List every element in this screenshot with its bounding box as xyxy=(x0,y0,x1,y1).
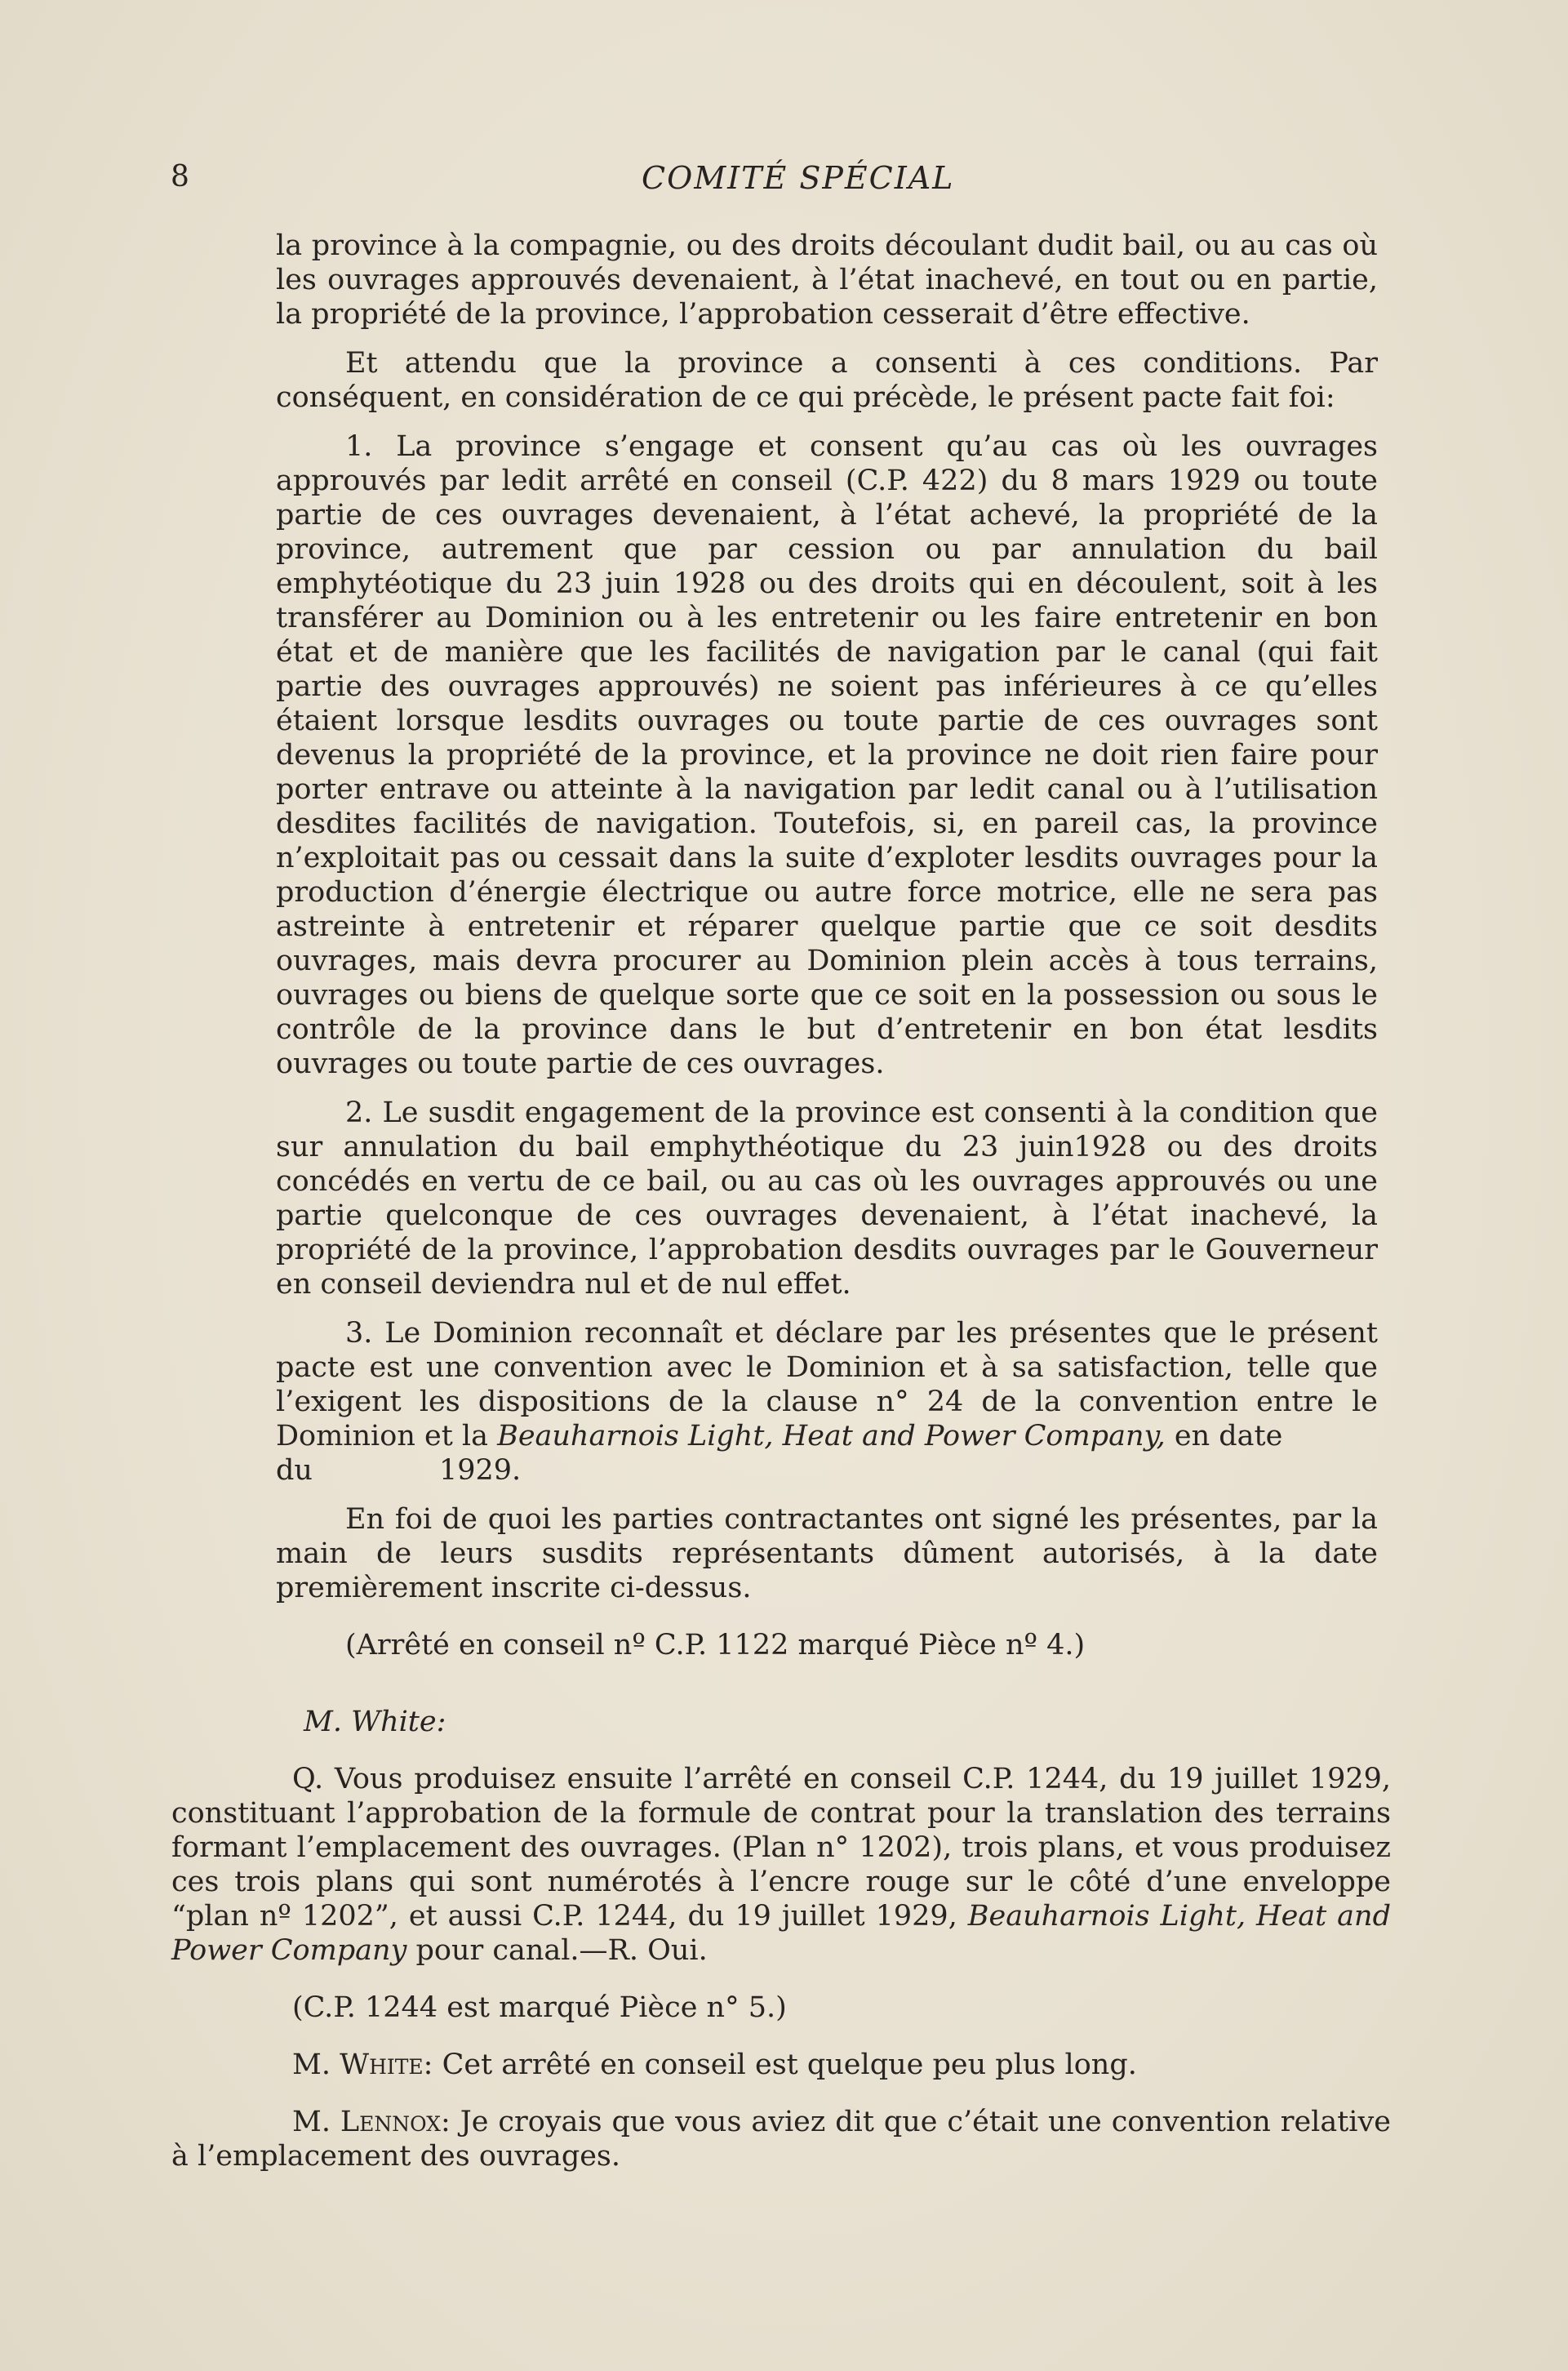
statement-white-text: : Cet arrêté en conseil est quelque peu plus long. xyxy=(423,2048,1137,2081)
clause-3-date-label: en date xyxy=(1165,1420,1283,1452)
running-head: COMITÉ SPÉCIAL xyxy=(642,160,955,196)
paragraph-clause-3 xyxy=(276,1316,1378,1453)
question-1 xyxy=(171,1762,1391,1968)
statement-lennox-text: : Je croyais que vous aviez dit que c’était une convention relative à l’emplacement des ouvrages. xyxy=(171,2106,1391,2173)
clause-3-year: 1929. xyxy=(438,1454,522,1487)
exhibit-note-4: (Arrêté en conseil nº C.P. 1122 marqué Pièce nº 4.) xyxy=(345,1629,1086,1661)
question-1-text: Q. Vous produisez ensuite l’arrêté en conseil C.P. 1244, du 19 juillet 1929, constituant l’approbation de la formule de contrat pour la translation des terrains formant l’emplacement des ouvrages. (Plan n° 1202), trois plans, et vous produisez ces trois plans qui sont numérotés à l’encre rouge sur le côté d’une enveloppe “plan nº 1202”, et aussi C.P. 1244, du 19 juillet 1929, xyxy=(171,1763,1391,1933)
paragraph-clause-2: 2. Le susdit engagement de la province est consenti à la condition que sur annulation du bail emphythéotique du 23 juin1928 ou des droits concédés en vertu de ce bail, ou au cas où les ouvrages approuvés ou une partie quelconque de ces ouvrages devenaient, à l’état inachevé, la propriété de la province, l’approbation desdits ouvrages par le Gouverneur en conseil deviendra nul et de nul effet. xyxy=(276,1097,1378,1301)
speaker-white: M. White: xyxy=(304,1706,446,1738)
page-number: 8 xyxy=(171,160,189,194)
paragraph-clause-1: 1. La province s’engage et consent qu’au cas où les ouvrages approuvés par ledit arrêté en conseil (C.P. 422) du 8 mars 1929 ou toute partie de ces ouvrages devenaient, à l’état achevé, la propriété de la province, autrement que par cession ou par annulation du bail emphytéotique du 23 juin 1928 ou des droits qui en découlent, soit à les transférer au Dominion ou à les entretenir ou les faire entretenir en bon état et de manière que les facilités de navigation par le canal (qui fait partie des ouvrages approuvés) ne soient pas inférieures à ce qu’elles étaient lorsque lesdits ouvrages ou toute partie de ces ouvrages sont devenus la propriété de la province, et la province ne doit rien faire pour porter entrave ou atteinte à la navigation par ledit canal ou à l’utilisation desdites facilités de navigation. Toutefois, si, en pareil cas, la province n’exploitait pas ou cessait dans la suite d’exploter lesdits ouvrages pour la production d’énergie électrique ou autre force motrice, elle ne sera pas astreinte à entretenir et réparer quelque partie que ce soit desdits ouvrages, mais devra procurer au Dominion plein accès à tous terrains, ouvrages ou biens de quelque sorte que ce soit en la possession ou sous le contrôle de la province dans le but d’entretenir en bon état lesdits ouvrages ou toute partie de ces ouvrages. xyxy=(276,430,1378,1080)
company-name-2: Beauharnois Light, Heat and Power Company xyxy=(171,1900,1391,1967)
document-body xyxy=(171,229,1391,2173)
paragraph-attendu: Et attendu que la province a consenti à ces conditions. Par conséquent, en considération de ce qui précède, le présent pacte fait foi: xyxy=(276,347,1378,414)
statement-lennox xyxy=(171,2105,1391,2173)
speaker-name-lennox: M. Lennox xyxy=(292,2106,441,2138)
company-name: Beauharnois Light, Heat and Power Company, xyxy=(497,1420,1166,1452)
paragraph-continued: la province à la compagnie, ou des droits découlant dudit bail, ou au cas où les ouvrages approuvés devenaient, à l’état inachevé, en tout ou en partie, la propriété de la province, l’approbation cesserait d’être effective. xyxy=(276,229,1378,331)
clause-3-du: du xyxy=(276,1454,313,1487)
page-header xyxy=(0,160,1568,209)
clause-3-date-line xyxy=(276,1453,1378,1488)
paragraph-en-foi: En foi de quoi les parties contractantes ont signé les présentes, par la main de leurs susdits représentants dûment autorisés, à la date premièrement inscrite ci-dessus. xyxy=(276,1503,1378,1604)
clause-3-text: 3. Le Dominion reconnaît et déclare par les présentes que le présent pacte est une convention avec le Dominion et à sa satisfaction, telle que l’exigent les dispositions de la clause n° 24 de la convention entre le Dominion et la xyxy=(276,1317,1378,1452)
statement-white xyxy=(171,2048,1391,2082)
exhibit-note-5: (C.P. 1244 est marqué Pièce n° 5.) xyxy=(292,1991,787,2024)
question-1-answer: pour canal.—R. Oui. xyxy=(406,1934,708,1967)
speaker-name-white: M. White xyxy=(292,2048,424,2081)
